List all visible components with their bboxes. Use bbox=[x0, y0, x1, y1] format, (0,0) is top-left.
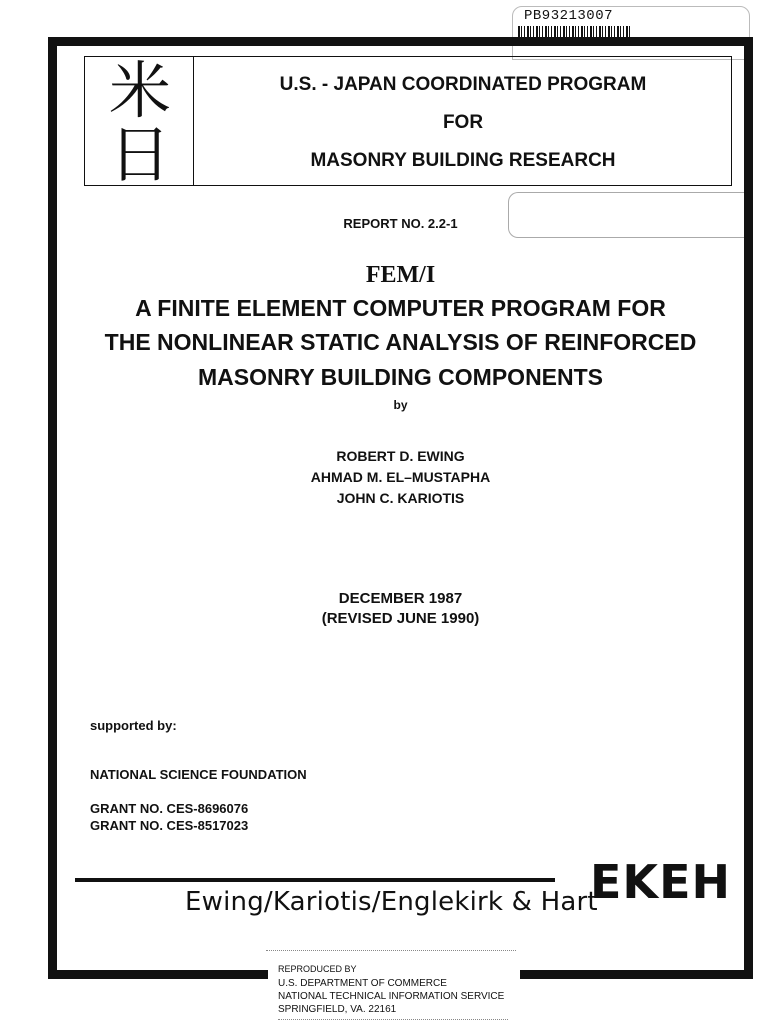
header-line-3: MASONRY BUILDING RESEARCH bbox=[310, 150, 616, 171]
frame-bottom-border-left bbox=[48, 970, 268, 979]
logo-character-top: 米 bbox=[108, 54, 171, 127]
sponsor-name: NATIONAL SCIENCE FOUNDATION bbox=[90, 767, 307, 782]
stamp-line-3: SPRINGFIELD, VA. 22161 bbox=[278, 1004, 397, 1015]
stamp-dotted-rule bbox=[266, 950, 516, 953]
report-title-line-3: MASONRY BUILDING COMPONENTS bbox=[197, 364, 604, 390]
author-2: AHMAD M. EL–MUSTAPHA bbox=[310, 469, 491, 485]
stamp-line-1: U.S. DEPARTMENT OF COMMERCE bbox=[278, 978, 447, 989]
firm-name: Ewing/Kariotis/Englekirk & Hart bbox=[185, 887, 598, 917]
stamp-line-2: NATIONAL TECHNICAL INFORMATION SERVICE bbox=[278, 991, 505, 1002]
header-line-2: FOR bbox=[442, 112, 484, 133]
report-date: DECEMBER 1987 bbox=[338, 590, 463, 607]
frame-top-border bbox=[48, 37, 753, 46]
grant-number-1: GRANT NO. CES-8696076 bbox=[90, 801, 249, 816]
report-revised-date: (REVISED JUNE 1990) bbox=[321, 610, 480, 627]
report-number: REPORT NO. 2.2-1 bbox=[343, 216, 458, 231]
by-label: by bbox=[393, 398, 408, 412]
stamp-bottom-rule bbox=[278, 1019, 508, 1021]
barcode-number: PB93213007 bbox=[524, 8, 614, 24]
frame-bottom-border-right bbox=[520, 970, 753, 979]
report-title-line-1: A FINITE ELEMENT COMPUTER PROGRAM FOR bbox=[135, 295, 666, 321]
author-3: JOHN C. KARIOTIS bbox=[336, 490, 465, 506]
supported-by-label: supported by: bbox=[90, 718, 177, 733]
stamp-reproduced-by: REPRODUCED BY bbox=[278, 964, 357, 974]
grant-number-2: GRANT NO. CES-8517023 bbox=[90, 818, 249, 833]
footer-rule bbox=[75, 878, 555, 882]
firm-logo-text: EKEH bbox=[590, 855, 731, 909]
frame-right-border bbox=[744, 37, 753, 979]
author-1: ROBERT D. EWING bbox=[336, 448, 465, 464]
header-line-1: U.S. - JAPAN COORDINATED PROGRAM bbox=[279, 74, 647, 95]
logo-character-bottom: 日 bbox=[108, 118, 171, 191]
label-tab bbox=[508, 192, 749, 238]
report-title-line-2: THE NONLINEAR STATIC ANALYSIS OF REINFORCED bbox=[104, 329, 697, 355]
report-short-title: FEM/I bbox=[365, 262, 436, 288]
frame-left-border bbox=[48, 37, 57, 979]
